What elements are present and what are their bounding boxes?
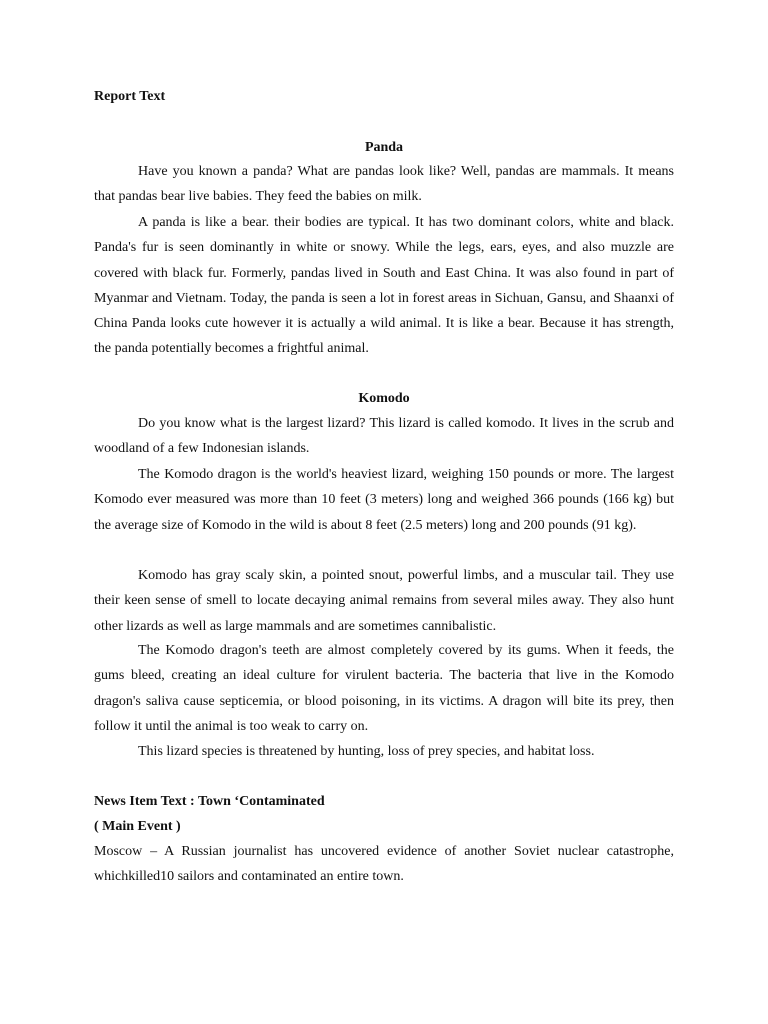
panda-paragraph-2: A panda is like a bear. their bodies are typical. It has two dominant colors, white and black. Panda's fur is seen dominantly in white or snowy. While the legs, ears, eyes, and also muzzle are covered with black fur. Formerly, pandas lived in South and East China. It was also found in part of Myanmar and Vietnam. Today, the panda is seen a lot in forest areas in Sichuan, Gansu, and Shaanxi of China Panda looks cute however it is actually a wild animal. It is like a bear. Because it has strength, the panda potentially becomes a frightful animal. xyxy=(94,215,674,357)
komodo-paragraph-5: This lizard species is threatened by hunting, loss of prey species, and habitat loss. xyxy=(138,744,595,759)
report-text-heading: Report Text xyxy=(94,89,166,104)
news-paragraph: Moscow – A Russian journalist has uncovered evidence of another Soviet nuclear catastrophe, whichkilled10 sailors and contaminated an entire town. xyxy=(94,844,674,885)
komodo-paragraph-3: Komodo has gray scaly skin, a pointed snout, powerful limbs, and a muscular tail. They use their keen sense of smell to locate decaying animal remains from several miles away. They also hunt other lizards as well as large mammals and are sometimes cannibalistic. xyxy=(94,568,674,634)
komodo-paragraph-2: The Komodo dragon is the world's heaviest lizard, weighing 150 pounds or more. The largest Komodo ever measured was more than 10 feet (3 meters) long and weighed 366 pounds (166 kg) but the average size of Komodo in the wild is about 8 feet (2.5 meters) long and 200 pounds (91 kg). xyxy=(94,467,674,533)
news-item-heading: News Item Text : Town ‘Contaminated xyxy=(94,794,325,809)
komodo-paragraph-1: Do you know what is the largest lizard? This lizard is called komodo. It lives in the scrub and woodland of a few Indonesian islands. xyxy=(94,416,674,457)
main-event-subheading: ( Main Event ) xyxy=(94,819,181,834)
panda-title: Panda xyxy=(364,140,404,155)
panda-paragraph-1: Have you known a panda? What are pandas look like? Well, pandas are mammals. It means that pandas bear live babies. They feed the babies on milk. xyxy=(94,164,674,205)
komodo-paragraph-4: The Komodo dragon's teeth are almost completely covered by its gums. When it feeds, the gums bleed, creating an ideal culture for virulent bacteria. The bacteria that live in the Komodo dragon's saliva cause septicemia, or blood poisoning, in its victims. A dragon will bite its prey, then follow it until the animal is too weak to carry on. xyxy=(94,643,674,734)
komodo-title: Komodo xyxy=(358,391,410,406)
